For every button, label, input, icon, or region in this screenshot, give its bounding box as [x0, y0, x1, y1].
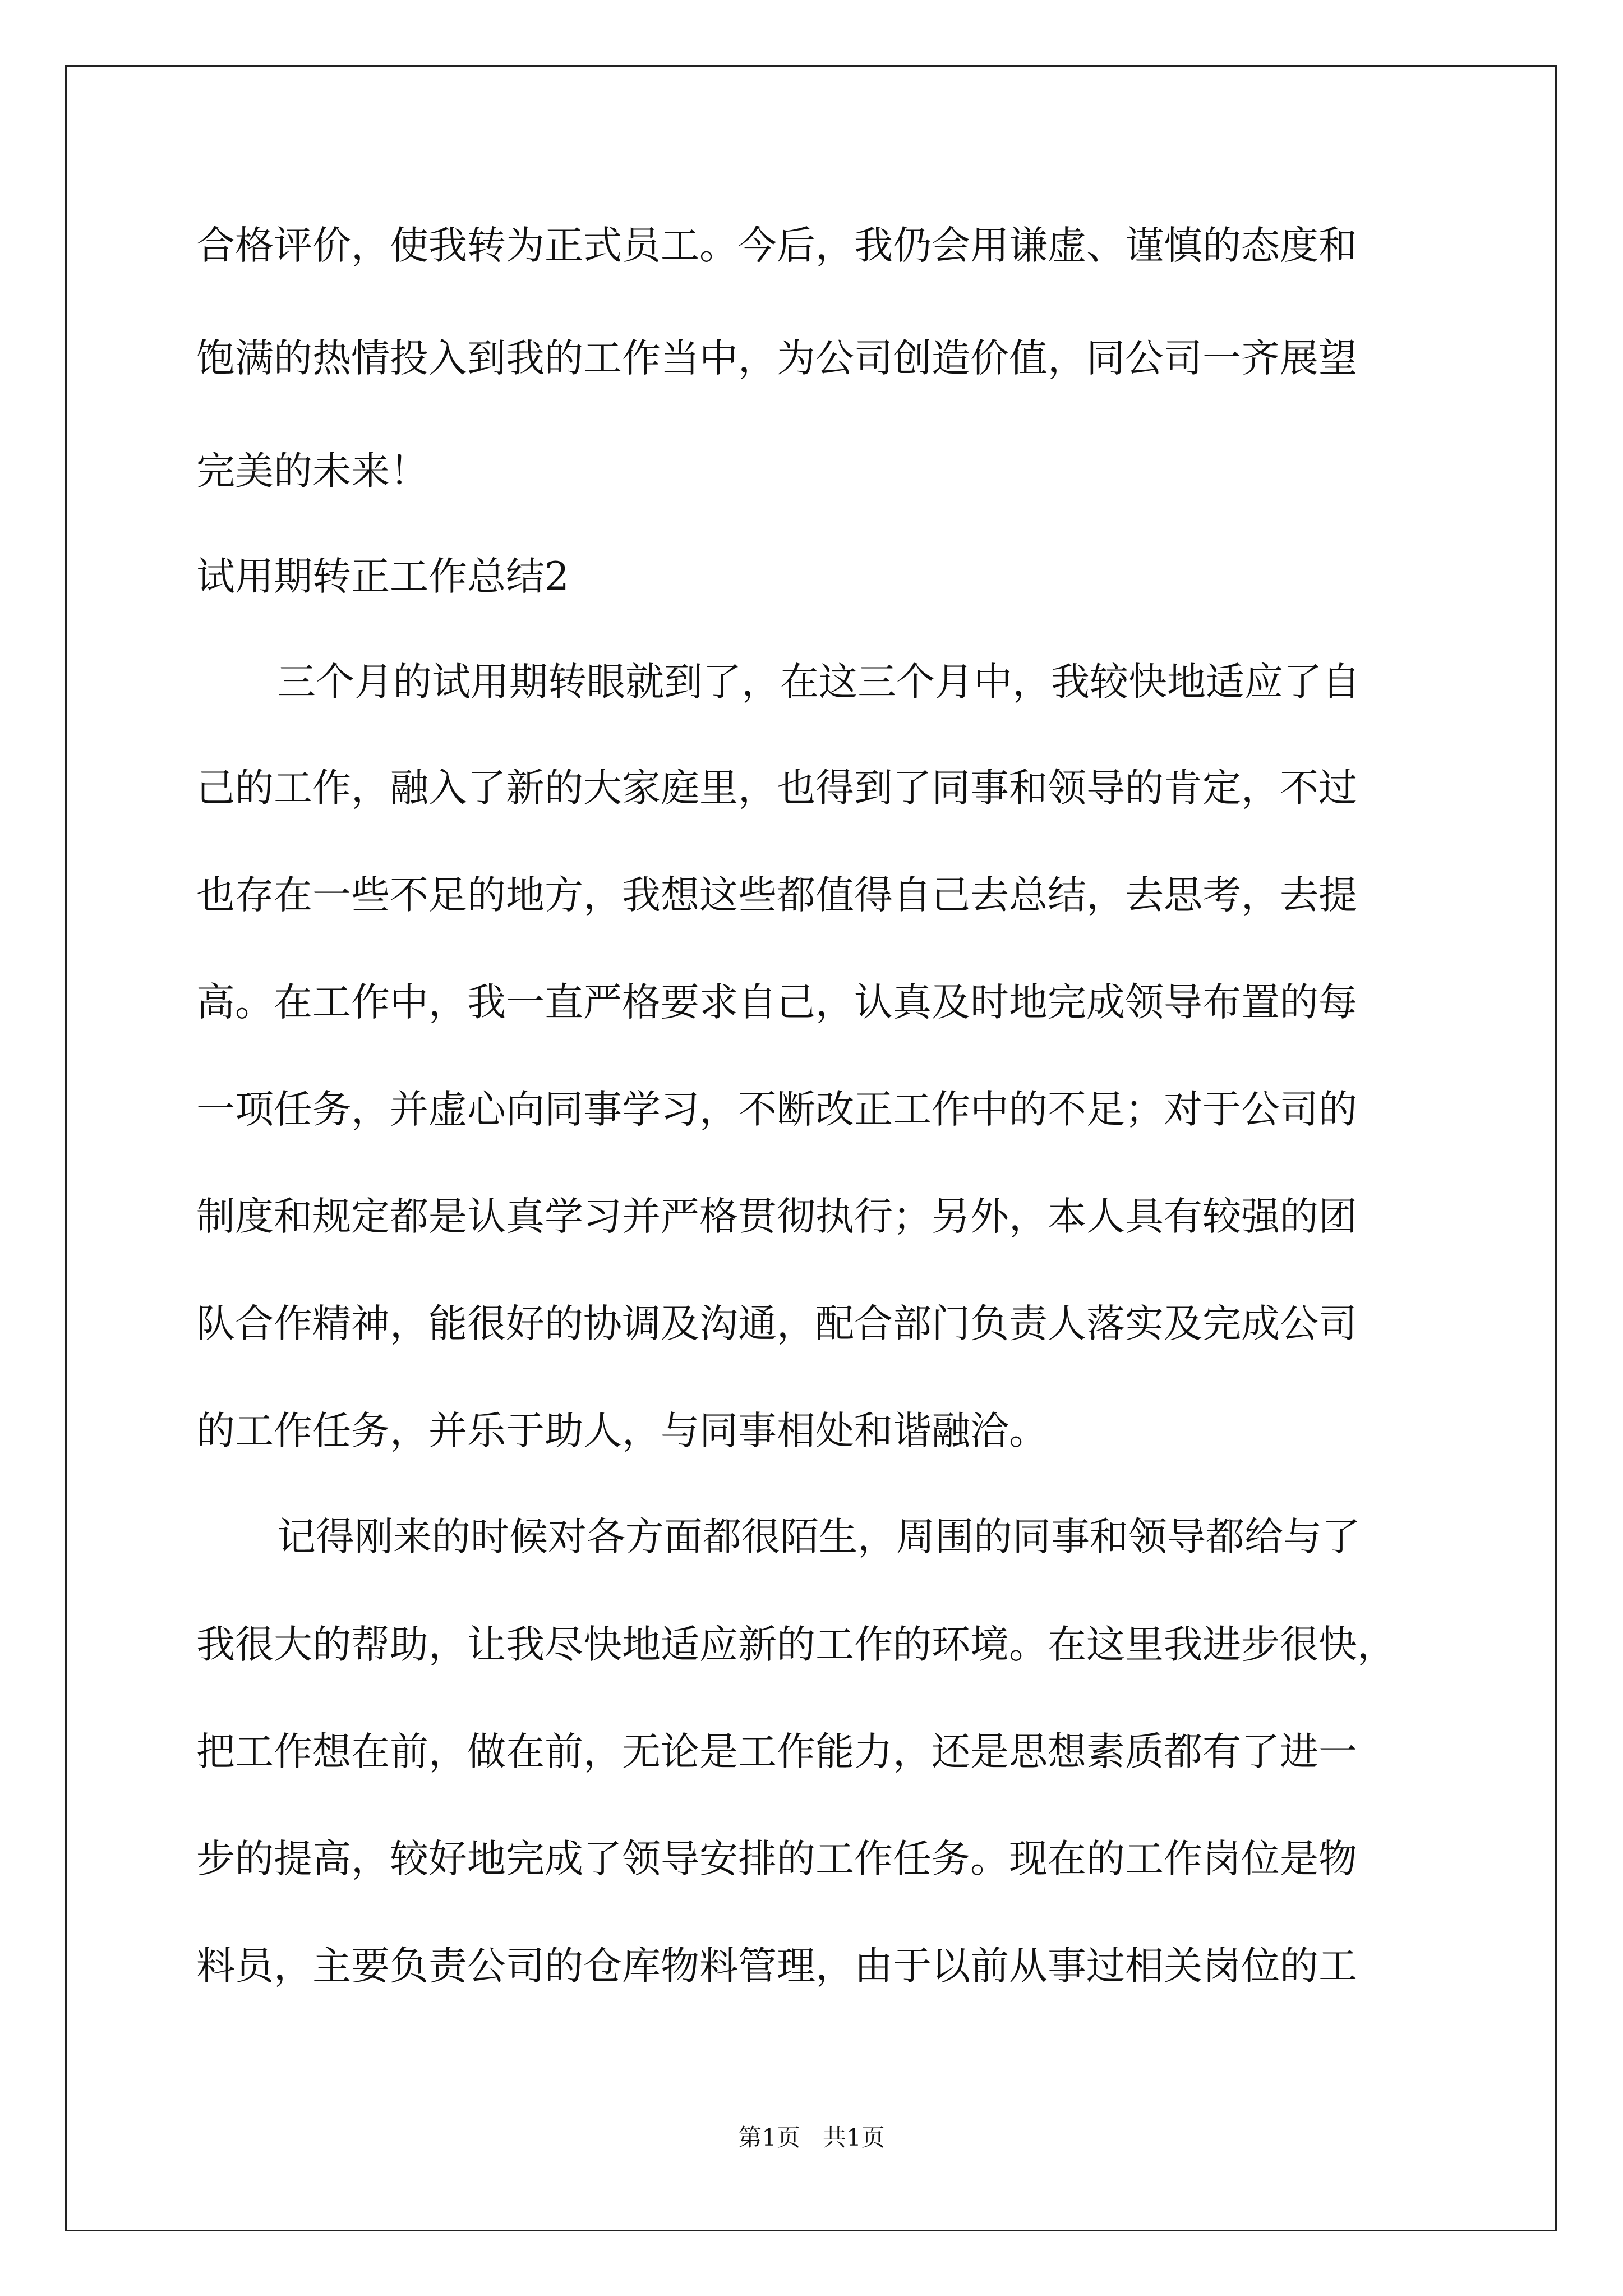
page-border	[65, 65, 1557, 2231]
paragraph-3-line-5: 料员，主要负责公司的仓库物料管理，由于以前从事过相关岗位的工	[196, 1944, 1357, 1989]
paragraph-2-line-5: 一项任务，并虚心向同事学习，不断改正工作中的不足；对于公司的	[196, 1087, 1357, 1132]
paragraph-1-line-3: 完美的未来！	[196, 449, 428, 494]
paragraph-3-line-2: 我很大的帮助，让我尽快地适应新的工作的环境。在这里我进步很快，	[196, 1622, 1396, 1667]
paragraph-2-line-8: 的工作任务，并乐于助人，与同事相处和谐融洽。	[196, 1409, 1048, 1453]
paragraph-2-line-2: 己的工作，融入了新的大家庭里，也得到了同事和领导的肯定，不过	[196, 766, 1357, 811]
paragraph-1-line-1: 合格评价，使我转为正式员工。今后，我仍会用谦虚、谨慎的态度和	[196, 223, 1357, 268]
paragraph-2-line-6: 制度和规定都是认真学习并严格贯彻执行；另外，本人具有较强的团	[196, 1194, 1357, 1239]
paragraph-2-line-4: 高。在工作中，我一直严格要求自己，认真及时地完成领导布置的每	[196, 980, 1357, 1025]
section-heading: 试用期转正工作总结2	[196, 554, 569, 599]
paragraph-3-line-4: 步的提高，较好地完成了领导安排的工作任务。现在的工作岗位是物	[196, 1837, 1357, 1881]
paragraph-2-line-3: 也存在一些不足的地方，我想这些都值得自己去总结，去思考，去提	[196, 873, 1357, 918]
paragraph-1-line-2: 饱满的热情投入到我的工作当中，为公司创造价值，同公司一齐展望	[196, 336, 1357, 381]
paragraph-2-line-7: 队合作精神，能很好的协调及沟通，配合部门负责人落实及完成公司	[196, 1301, 1357, 1346]
paragraph-3-line-3: 把工作想在前，做在前，无论是工作能力，还是思想素质都有了进一	[196, 1729, 1357, 1774]
paragraph-2-line-1: 三个月的试用期转眼就到了，在这三个月中，我较快地适应了自	[277, 660, 1361, 705]
paragraph-3-line-1: 记得刚来的时候对各方面都很陌生，周围的同事和领导都给与了	[277, 1515, 1361, 1559]
page-footer: 第1页 共1页	[738, 2124, 885, 2151]
